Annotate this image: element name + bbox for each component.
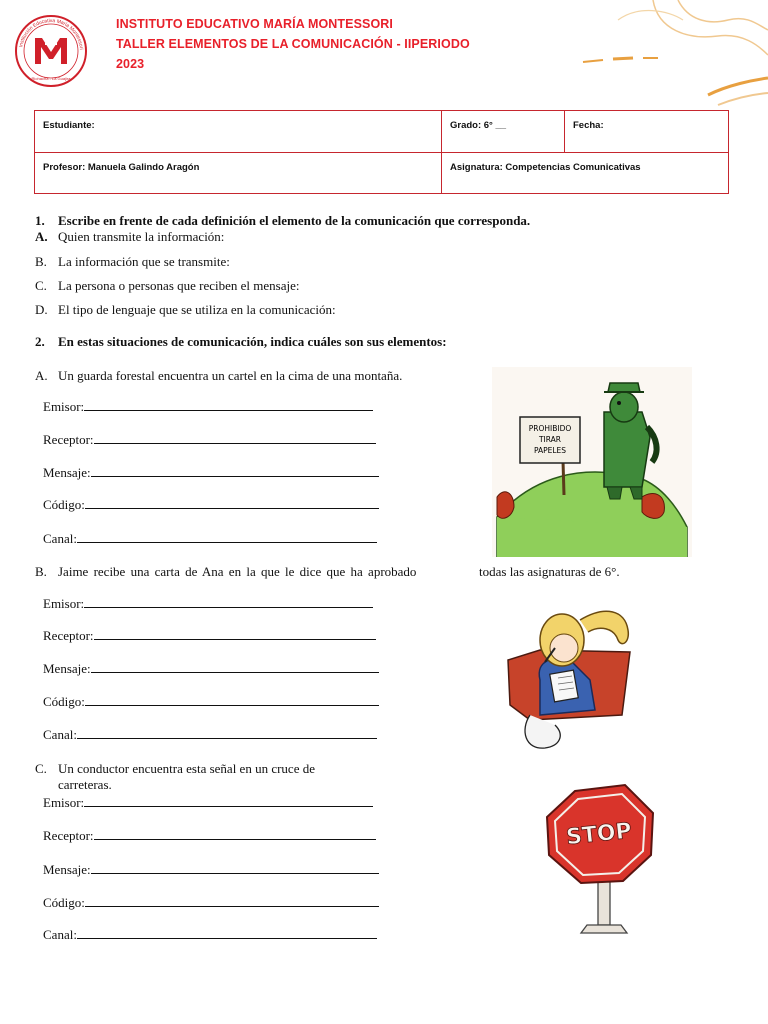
codigo-field[interactable]: Código: [43, 694, 379, 710]
emisor-field[interactable]: Emisor: [43, 795, 373, 811]
sign-text-line: PROHIBIDO [528, 424, 572, 433]
question-1-number: 1. [35, 213, 45, 228]
canal-field[interactable]: Canal: [43, 531, 377, 547]
teacher-cell: Profesor: Manuela Galindo Aragón [35, 153, 442, 194]
sign-text-line: TIRAR [538, 435, 562, 444]
question-2-number: 2. [35, 334, 45, 349]
receptor-field[interactable]: Receptor: [43, 432, 376, 448]
school-logo [14, 14, 88, 88]
codigo-field[interactable]: Código: [43, 895, 379, 911]
situation-text: Un conductor encuentra esta señal en un cruce de [58, 761, 315, 776]
mensaje-field[interactable]: Mensaje: [43, 661, 379, 677]
mensaje-field[interactable]: Mensaje: [43, 862, 379, 878]
date-cell[interactable]: Fecha: [565, 111, 729, 153]
receptor-field[interactable]: Receptor: [43, 628, 376, 644]
situation-letter: B. [35, 564, 47, 579]
situation-text-continuation: carreteras. [58, 777, 112, 792]
grade-cell[interactable]: Grado: 6° __ [442, 111, 565, 153]
svg-text:Riohacha - La Guajira: Riohacha - La Guajira [31, 76, 71, 81]
canal-field[interactable]: Canal: [43, 927, 377, 943]
situation-text: Un guarda forestal encuentra un cartel en la cima de una montaña. [58, 368, 403, 383]
situation-text-continuation: todas las asignaturas de 6°. [479, 564, 620, 579]
q1-item-letter: C. [35, 278, 47, 293]
emisor-field[interactable]: Emisor: [43, 596, 373, 612]
situation-letter: A. [35, 368, 48, 383]
stop-text: STOP [564, 818, 633, 851]
decorative-corner [558, 0, 768, 110]
q1-item-letter: B. [35, 254, 47, 269]
situation-text: Jaime recibe una carta de Ana en la que le dice que ha aprobado [58, 564, 417, 579]
student-cell[interactable]: Estudiante: [35, 111, 442, 153]
emisor-field[interactable]: Emisor: [43, 399, 373, 415]
student-info-table [34, 110, 729, 194]
receptor-field[interactable]: Receptor: [43, 828, 376, 844]
codigo-field[interactable]: Código: [43, 497, 379, 513]
workshop-title: TALLER ELEMENTOS DE LA COMUNICACIÓN - IIPERIODO [116, 37, 470, 51]
mensaje-field[interactable]: Mensaje: [43, 465, 379, 481]
subject-cell: Asignatura: Competencias Comunicativas [442, 153, 729, 194]
question-2-title: En estas situaciones de comunicación, indica cuáles son sus elementos: [58, 334, 447, 349]
q1-item-text: La persona o personas que reciben el mensaje: [58, 278, 300, 293]
q1-item-text: Quien transmite la información: [58, 229, 225, 244]
q1-item-letter: A. [35, 229, 48, 244]
q1-item-text: La información que se transmite: [58, 254, 230, 269]
situation-letter: C. [35, 761, 47, 776]
q1-item-letter: D. [35, 302, 48, 317]
q1-item-text: El tipo de lenguaje que se utiliza en la comunicación: [58, 302, 336, 317]
girl-reading-illustration [500, 600, 640, 760]
forest-guard-illustration [492, 367, 692, 557]
year: 2023 [116, 57, 145, 71]
stop-sign-illustration [535, 783, 675, 963]
school-name: INSTITUTO EDUCATIVO MARÍA MONTESSORI [116, 17, 393, 31]
canal-field[interactable]: Canal: [43, 727, 377, 743]
svg-text:Institución Educativa María Mo: Institución Educativa María Montessori [18, 18, 84, 50]
question-1-title: Escribe en frente de cada definición el elemento de la comunicación que corresponda. [58, 213, 531, 228]
sign-text-line: PAPELES [533, 446, 567, 455]
